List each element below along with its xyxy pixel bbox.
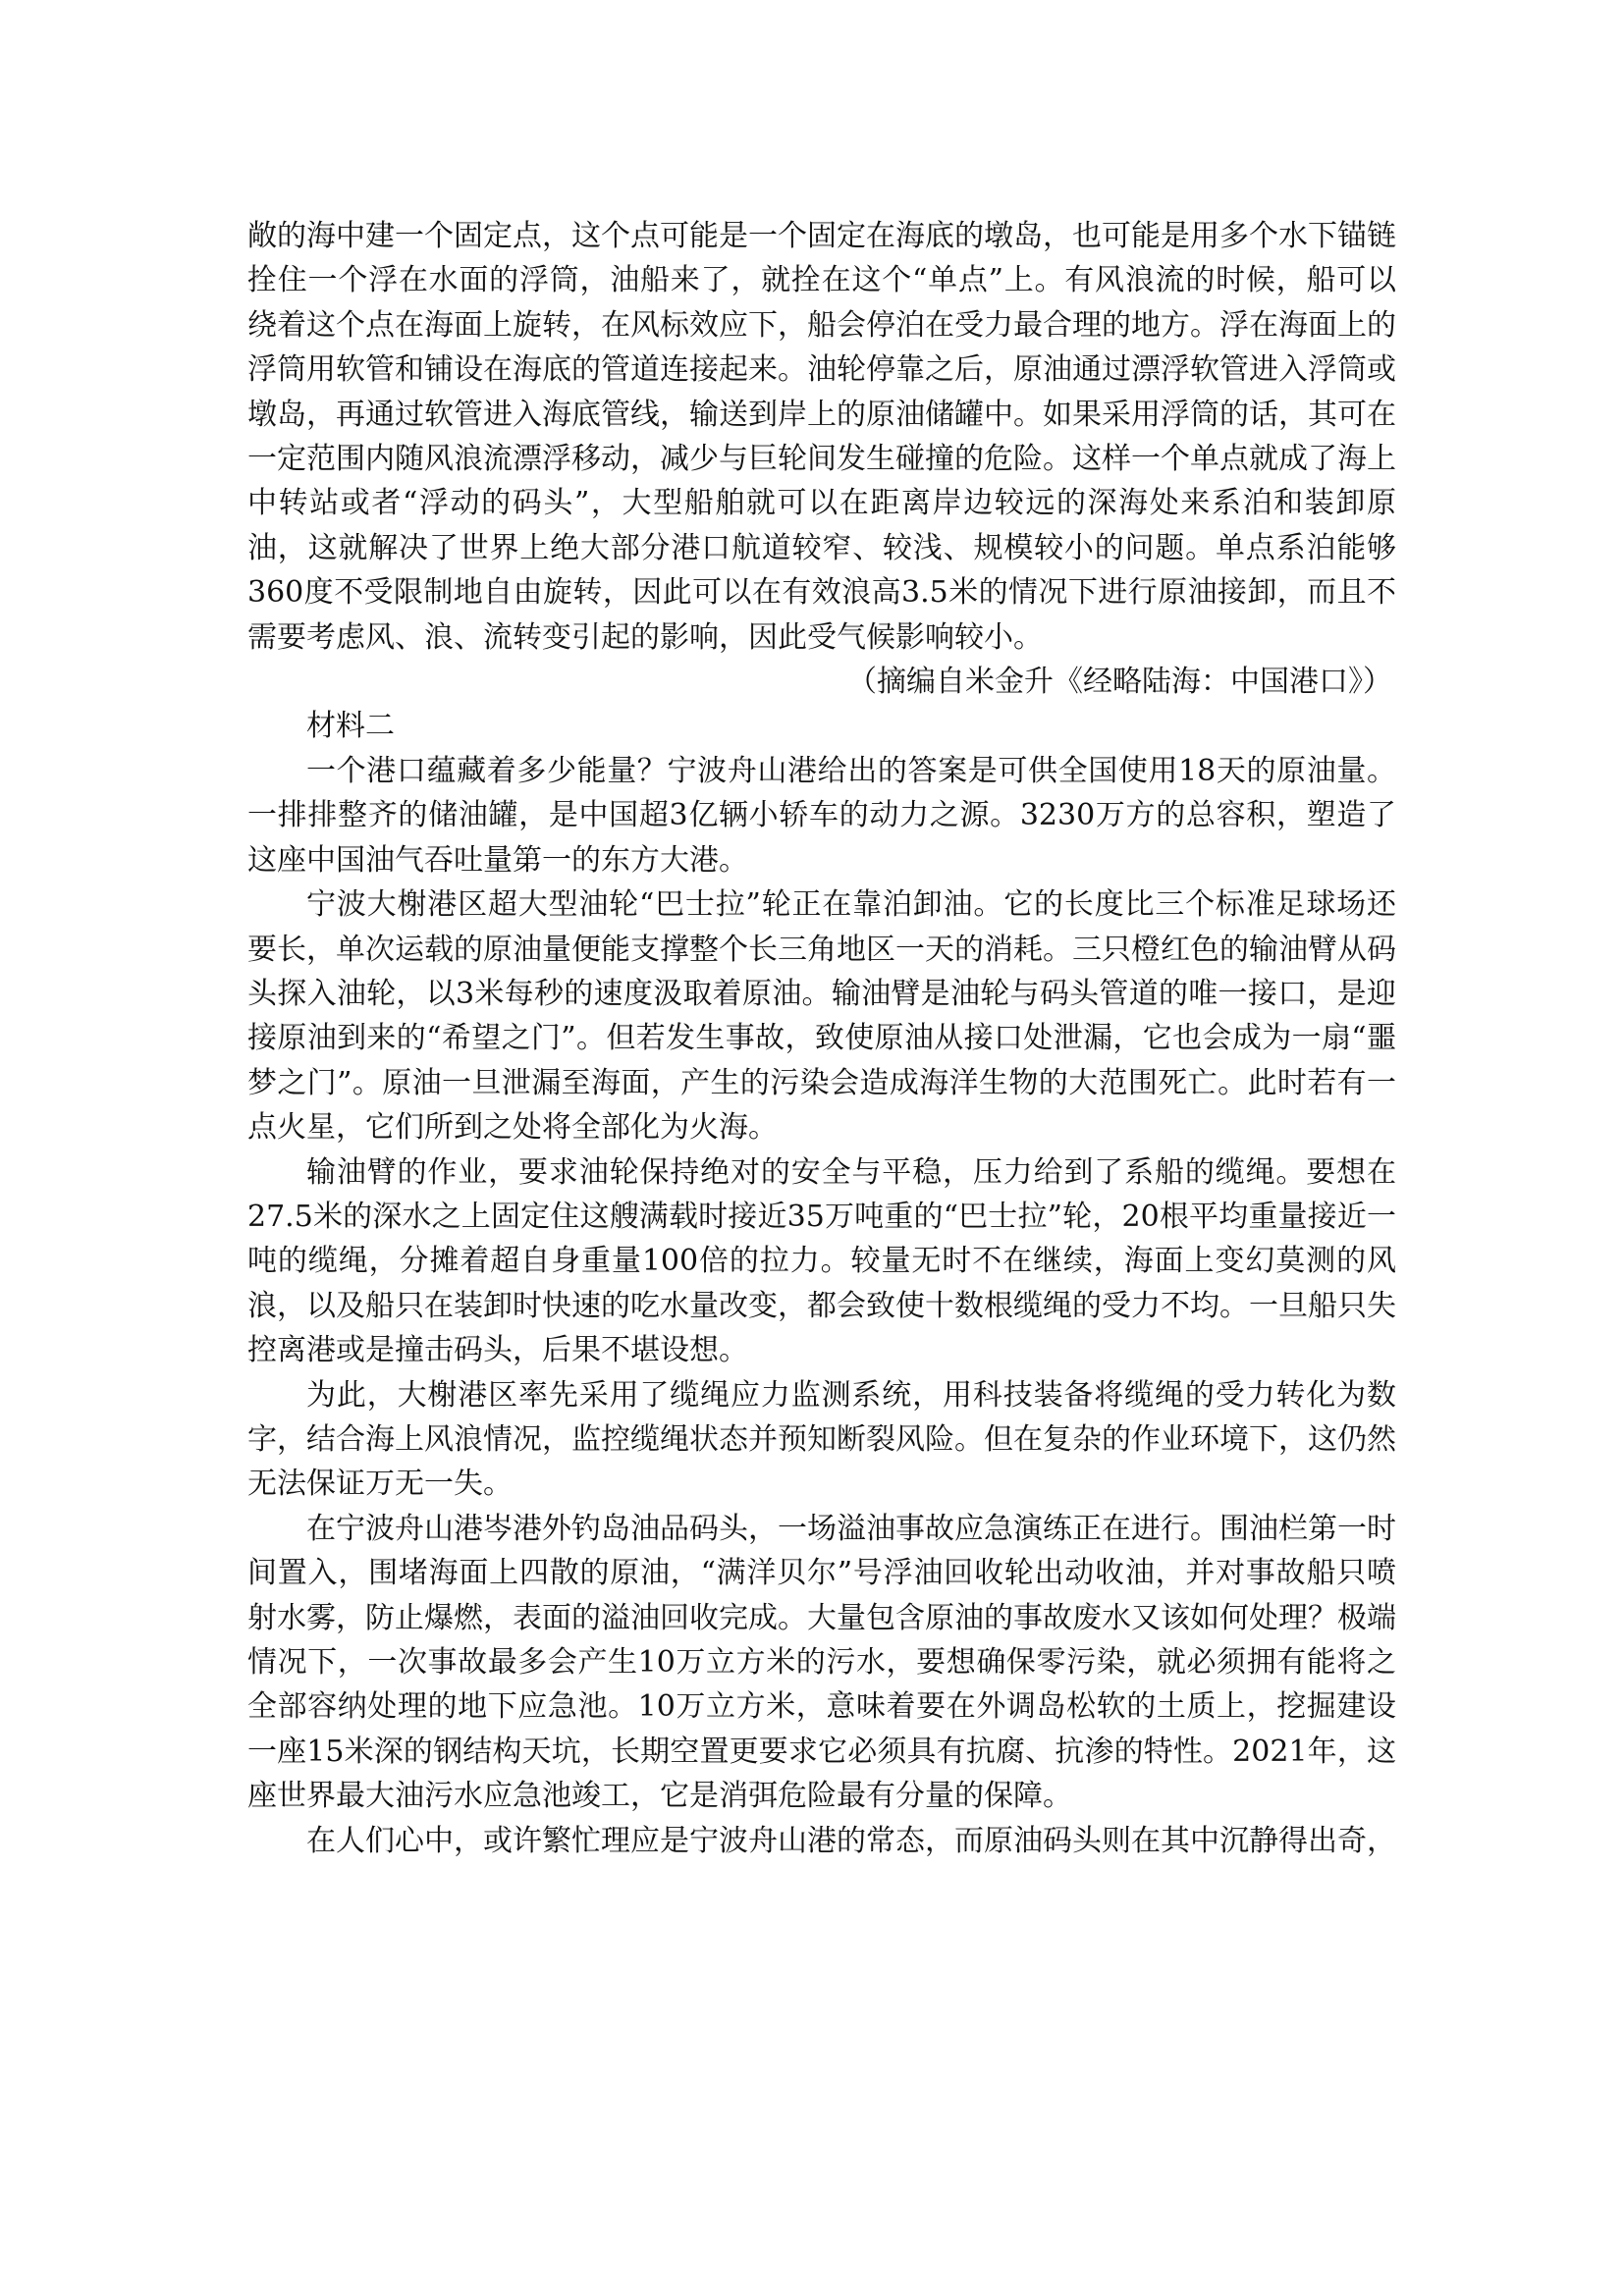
material2-paragraph-2: 宁波大榭港区超大型油轮“巴士拉”轮正在靠泊卸油。它的长度比三个标准足球场还要长，单次运载的原油量便能支撑整个长三角地区一天的消耗。三只橙红色的输油臂从码头探入油轮，以3米每秒的速度汲取着原油。输油臂是油轮与码头管道的唯一接口，是迎接原油到来的“希望之门”。但若发生事故，致使原油从接口处泄漏，它也会成为一扇“噩梦之门”。原油一旦泄漏至海面，产生的污染会造成海洋生物的大范围死亡。此时若有一点火星，它们所到之处将全部化为火海。 — [247, 887, 1396, 1146]
material2-paragraph-6: 在人们心中，或许繁忙理应是宁波舟山港的常态，而原油码头则在其中沉静得出奇， — [306, 1823, 1396, 1858]
material2-heading: 材料二 — [306, 709, 395, 744]
material1-continuation: 敞的海中建一个固定点，这个点可能是一个固定在海底的墩岛，也可能是用多个水下锚链拴住一个浮在水面的浮筒，油船来了，就拴在这个“单点”上。有风浪流的时候，船可以绕着这个点在海面上旋转，在风标效应下，船会停泊在受力最合理的地方。浮在海面上的浮筒用软管和铺设在海底的管道连接起来。油轮停靠之后，原油通过漂浮软管进入浮筒或墩岛，再通过软管进入海底管线，输送到岸上的原油储罐中。如果采用浮筒的话，其可在一定范围内随风浪流漂浮移动，减少与巨轮间发生碰撞的危险。这样一个单点就成了海上中转站或者“浮动的码头”，大型船舶就可以在距离岸边较远的深海处来系泊和装卸原油，这就解决了世界上绝大部分港口航道较窄、较浅、规模较小的问题。单点系泊能够360度不受限制地自由旋转，因此可以在有效浪高3.5米的情况下进行原油接卸，而且不需要考虑风、浪、流转变引起的影响，因此受气候影响较小。 — [247, 219, 1396, 655]
material1-source: （摘编自米金升《经略陆海：中国港口》） — [847, 665, 1392, 700]
material2-paragraph-4: 为此，大榭港区率先采用了缆绳应力监测系统，用科技装备将缆绳的受力转化为数字，结合海上风浪情况，监控缆绳状态并预知断裂风险。但在复杂的作业环境下，这仍然无法保证万无一失。 — [247, 1377, 1396, 1502]
document-page — [247, 214, 1396, 1863]
material2-paragraph-1: 一个港口蕴藏着多少能量？宁波舟山港给出的答案是可供全国使用18天的原油量。一排排整齐的储油罐，是中国超3亿辆小轿车的动力之源。3230万方的总容积，塑造了这座中国油气吞吐量第一的东方大港。 — [247, 753, 1396, 878]
material2-paragraph-3: 输油臂的作业，要求油轮保持绝对的安全与平稳，压力给到了系船的缆绳。要想在27.5米的深水之上固定住这艘满载时接近35万吨重的“巴士拉”轮，20根平均重量接近一吨的缆绳，分摊着超自身重量100倍的拉力。较量无时不在继续，海面上变幻莫测的风浪，以及船只在装卸时快速的吃水量改变，都会致使十数根缆绳的受力不均。一旦船只失控离港或是撞击码头，后果不堪设想。 — [247, 1154, 1396, 1368]
material2-paragraph-5: 在宁波舟山港岑港外钓岛油品码头，一场溢油事故应急演练正在进行。围油栏第一时间置入，围堵海面上四散的原油，“满洋贝尔”号浮油回收轮出动收油，并对事故船只喷射水雾，防止爆燃，表面的溢油回收完成。大量包含原油的事故废水又该如何处理？极端情况下，一次事故最多会产生10万立方米的污水，要想确保零污染，就必须拥有能将之全部容纳处理的地下应急池。10万立方米，意味着要在外调岛松软的土质上，挖掘建设一座15米深的钢结构天坑，长期空置更要求它必须具有抗腐、抗渗的特性。2021年，这座世界最大油污水应急池竣工，它是消弭危险最有分量的保障。 — [247, 1511, 1396, 1814]
